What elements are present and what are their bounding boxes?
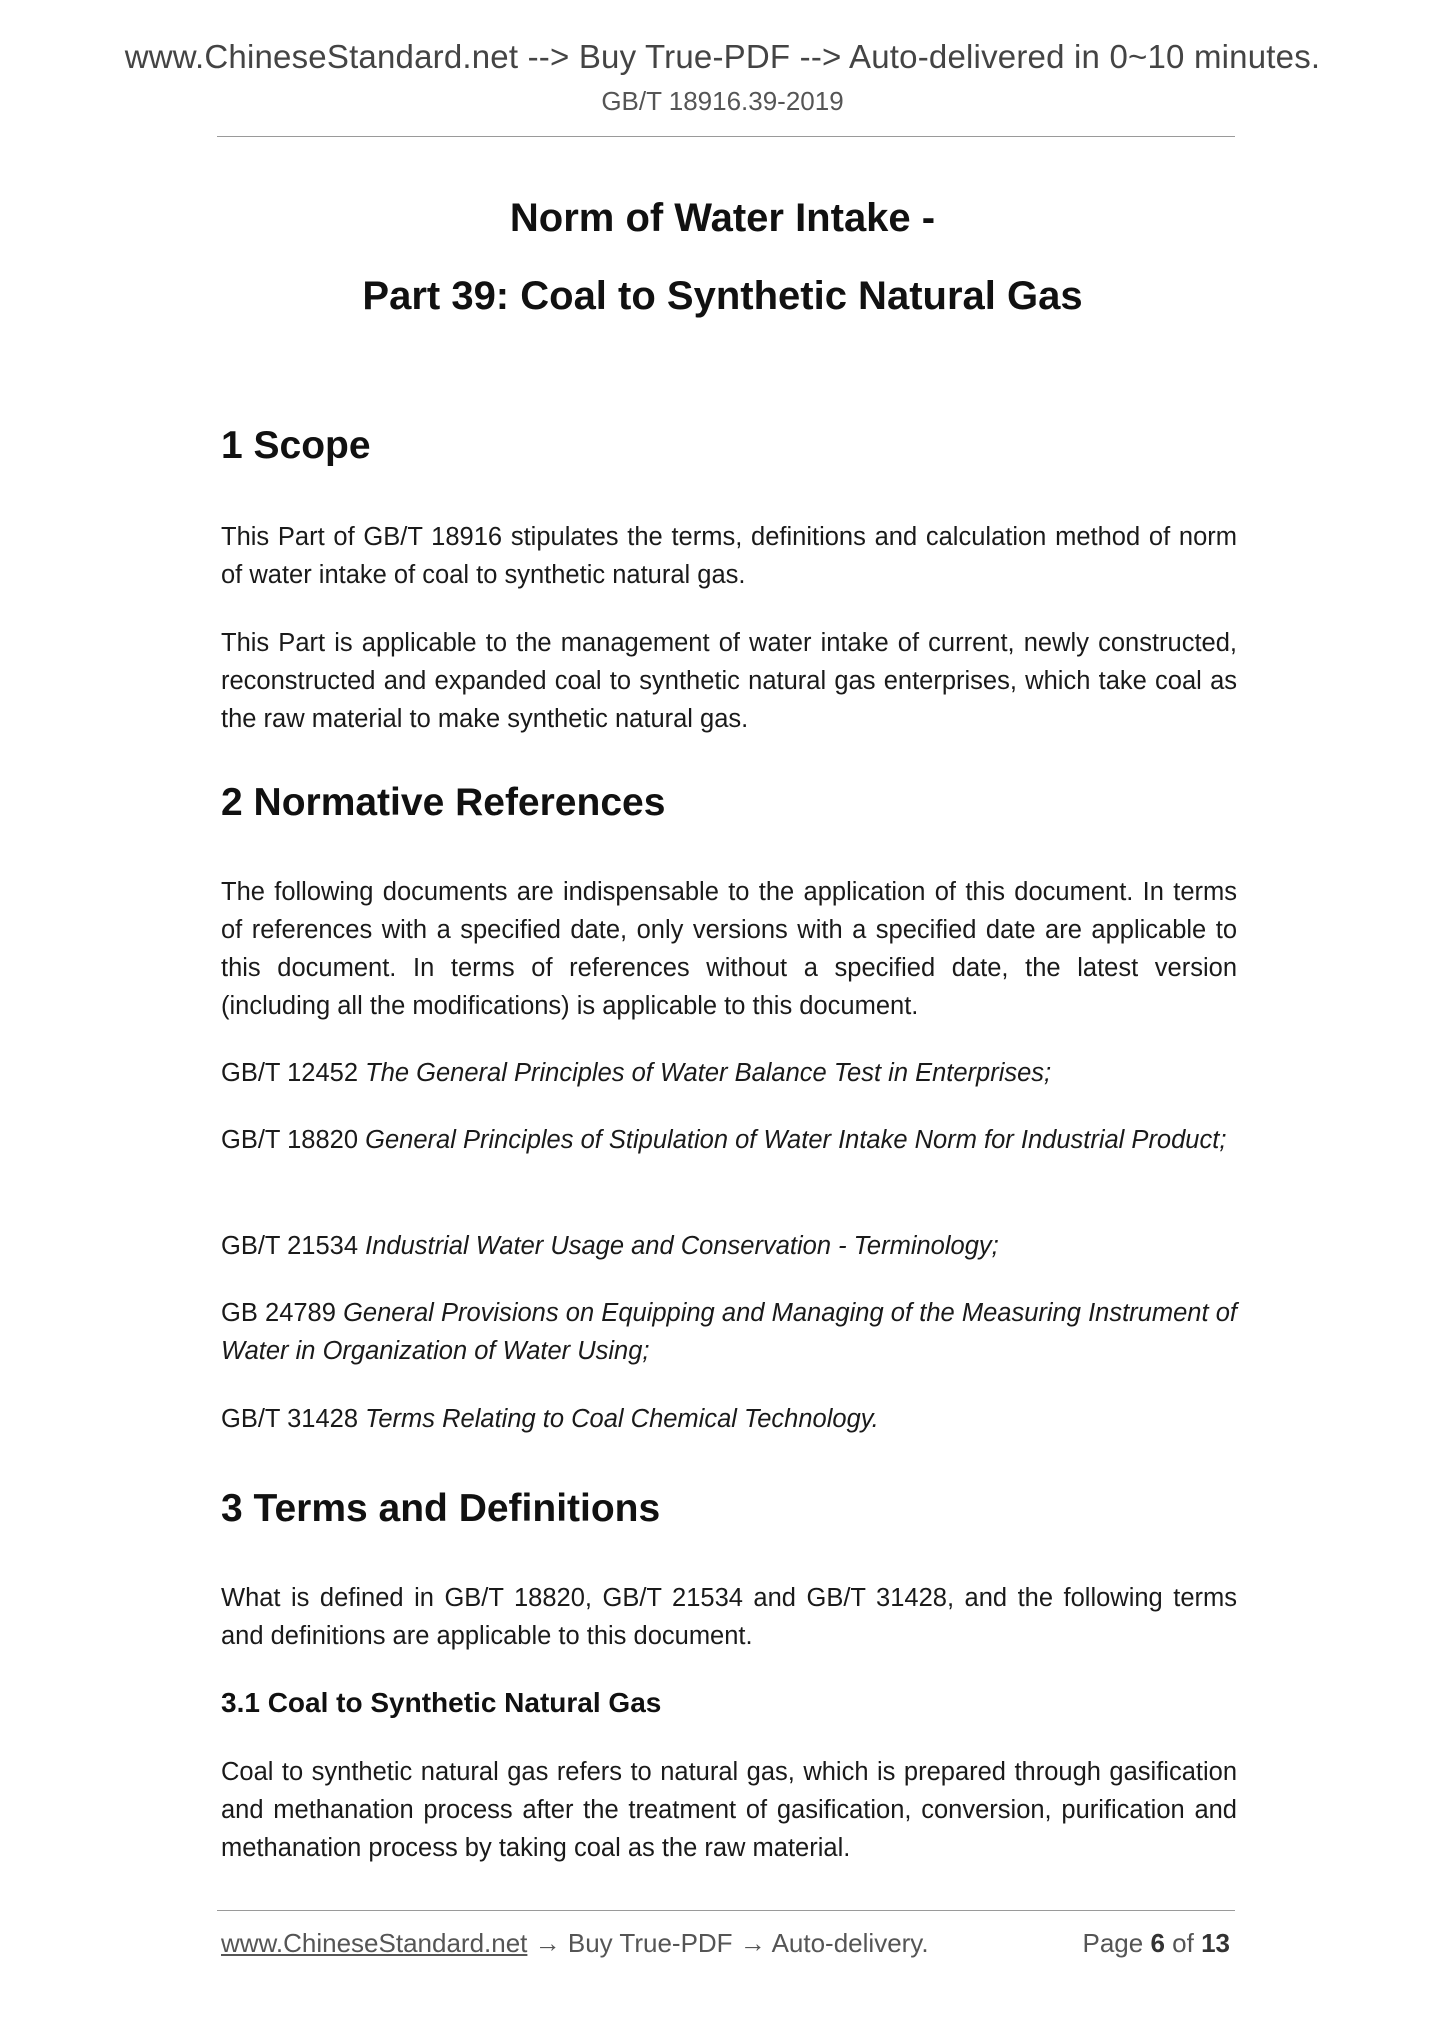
page-current: 6 [1150, 1928, 1165, 1958]
term-subheading: 3.1 Coal to Synthetic Natural Gas [221, 1687, 662, 1718]
term-definition: Coal to synthetic natural gas refers to natural gas, which is prepared through gasification and methanation process after the treatment of gasification, conversion, purification and methanation process by taking coal as the raw material. [221, 1758, 1237, 1862]
document-title-line2: Part 39: Coal to Synthetic Natural Gas [362, 274, 1083, 318]
document-title-line1: Norm of Water Intake - [509, 196, 936, 240]
page-indicator [1082, 1928, 1230, 1959]
reference-code: GB/T 18820 [221, 1126, 359, 1154]
scope-paragraph-1: This Part of GB/T 18916 stipulates the terms, definitions and calculation method of norm of water intake of coal to synthetic natural gas. [221, 523, 1237, 589]
reference-item [221, 1227, 1237, 1265]
footer-promo-text: → Buy True-PDF → Auto-delivery. [527, 1928, 929, 1958]
reference-code: GB/T 21534 [221, 1232, 359, 1260]
section-scope-heading: 1 Scope [221, 424, 371, 467]
reference-item [221, 1121, 1237, 1159]
page-of-label: of [1172, 1928, 1194, 1958]
reference-code: GB/T 31428 [221, 1405, 359, 1433]
footer-promo [221, 1928, 929, 1959]
section-terms-heading: 3 Terms and Definitions [221, 1487, 661, 1530]
header-banner: www.ChineseStandard.net --> Buy True-PDF --> Auto-delivered in 0~10 minutes. [124, 38, 1321, 75]
reference-item [221, 1054, 1237, 1092]
terms-intro: What is defined in GB/T 18820, GB/T 21534 and GB/T 31428, and the following terms and definitions are applicable to this document. [221, 1584, 1237, 1650]
reference-title: Terms Relating to Coal Chemical Technology. [365, 1405, 879, 1433]
footer-site-link[interactable]: www.ChineseStandard.net [221, 1928, 528, 1958]
reference-title: The General Principles of Water Balance Test in Enterprises; [365, 1059, 1052, 1087]
page-label: Page [1082, 1928, 1144, 1958]
reference-code: GB/T 12452 [221, 1059, 359, 1087]
reference-title: General Principles of Stipulation of Water Intake Norm for Industrial Product; [365, 1126, 1227, 1154]
standard-number: GB/T 18916.39-2019 [601, 86, 844, 116]
page-total: 13 [1201, 1928, 1230, 1958]
header-divider [217, 136, 1235, 137]
reference-title: General Provisions on Equipping and Managing of the Measuring Instrument of Water in Organization of Water Using; [221, 1299, 1237, 1365]
section-references-heading: 2 Normative References [221, 781, 666, 824]
reference-title: Industrial Water Usage and Conservation - Terminology; [365, 1232, 999, 1260]
footer-divider [217, 1910, 1235, 1911]
scope-paragraph-2: This Part is applicable to the management of water intake of current, newly constructed, reconstructed and expanded coal to synthetic natural gas enterprises, which take coal as the raw material to make synthetic natural gas. [221, 629, 1237, 733]
references-intro: The following documents are indispensable to the application of this document. In terms of references with a specified date, only versions with a specified date are applicable to this document. In terms of references without a specified date, the latest version (including all the modifications) is applicable to this document. [221, 878, 1237, 1020]
reference-code: GB 24789 [221, 1299, 336, 1327]
reference-item [221, 1400, 1237, 1438]
reference-item [221, 1294, 1237, 1370]
